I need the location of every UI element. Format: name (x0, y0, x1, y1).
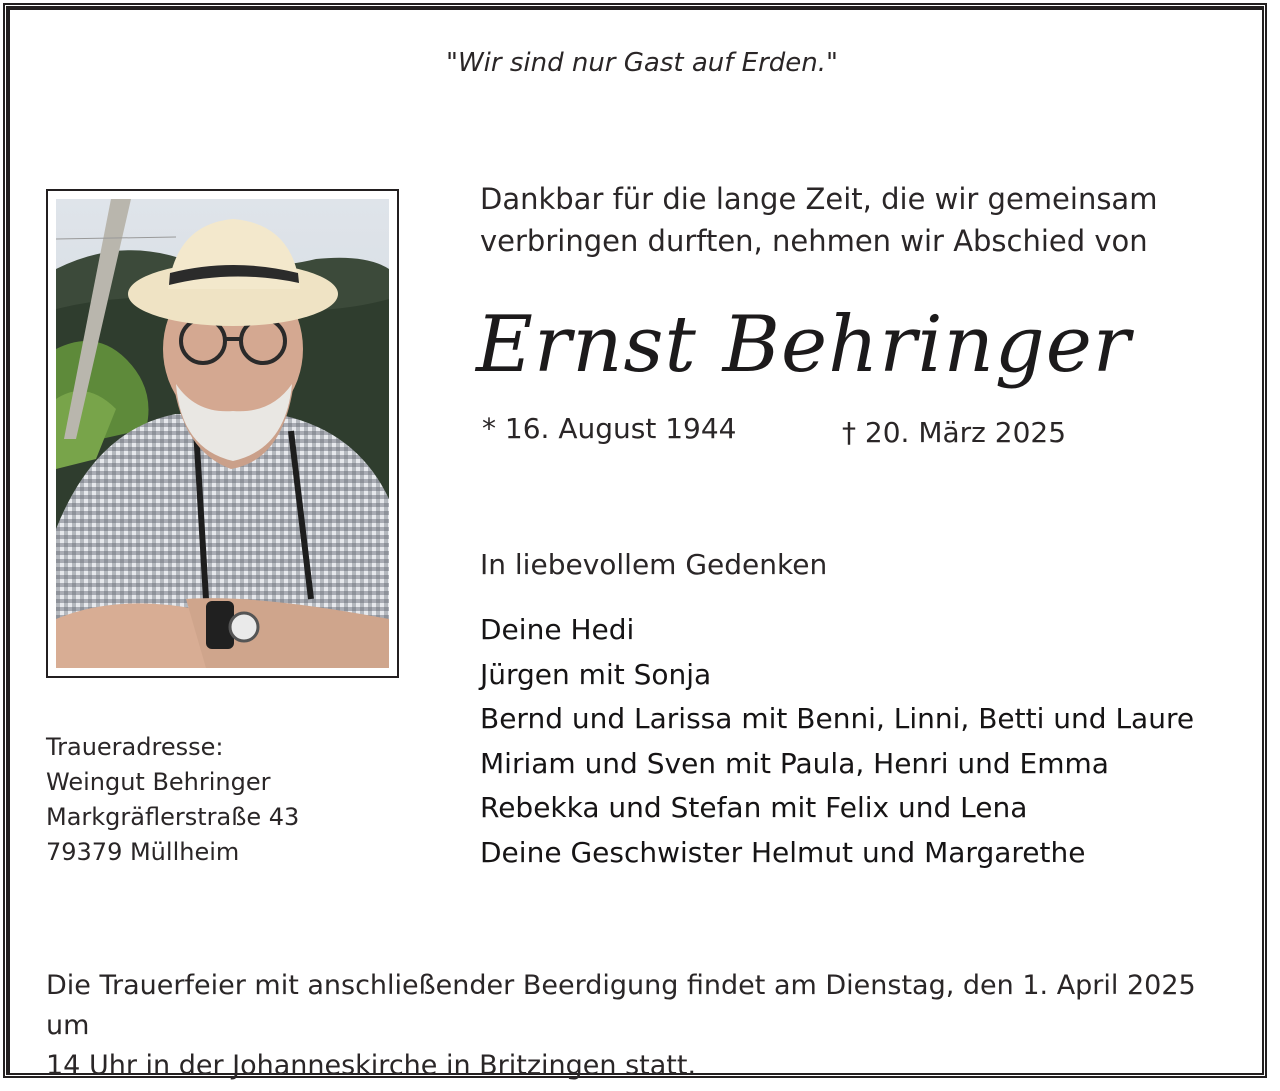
mourner-item: Rebekka und Stefan mit Felix und Lena (480, 791, 1028, 825)
mourners-list (480, 608, 1194, 876)
mourner-item: Deine Hedi (480, 613, 635, 646)
motto-quote: "Wir sind nur Gast auf Erden." (445, 48, 838, 78)
intro-line-2: verbringen durften, nehmen wir Abschied von (480, 224, 1148, 258)
memory-heading: In liebevollem Gedenken (480, 548, 828, 581)
mourner-item: Bernd und Larissa mit Benni, Linni, Betti und Laure (480, 702, 1195, 736)
address-line-1: Weingut Behringer (46, 768, 271, 796)
address-line-3: 79379 Müllheim (46, 838, 240, 866)
funeral-notice (46, 966, 1246, 1086)
intro-text (480, 178, 1157, 262)
mourner-item: Deine Geschwister Helmut und Margarethe (480, 835, 1086, 869)
intro-line-1: Dankbar für die lange Zeit, die wir gemeinsam (480, 182, 1158, 216)
portrait-photo-frame (46, 189, 399, 678)
birth-date: * 16. August 1944 (482, 412, 737, 445)
address-label: Traueradresse: (46, 733, 224, 761)
portrait-photo (56, 199, 389, 668)
mourner-item: Jürgen mit Sonja (480, 657, 712, 691)
mourning-address (46, 730, 299, 870)
funeral-line-1: Die Trauerfeier mit anschließender Beerdigung findet am Dienstag, den 1. April 2025 um (46, 970, 1196, 1041)
funeral-line-2: 14 Uhr in der Johanneskirche in Britzingen statt. (46, 1050, 697, 1081)
deceased-name: Ernst Behringer (476, 300, 1132, 390)
mourner-item: Miriam und Sven mit Paula, Henri und Emma (480, 746, 1109, 780)
death-date: † 20. März 2025 (842, 416, 1067, 449)
address-line-2: Markgräflerstraße 43 (46, 803, 300, 831)
